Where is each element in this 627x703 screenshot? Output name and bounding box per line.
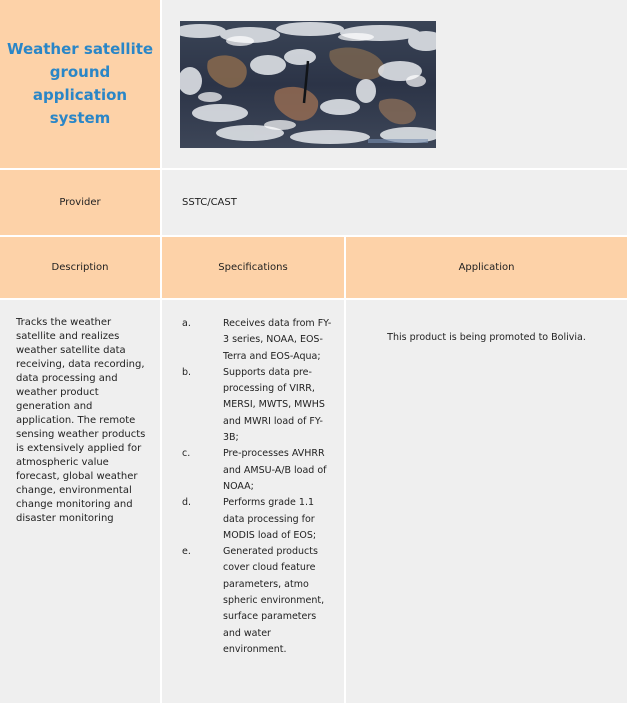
- spec-letter: e.: [182, 546, 191, 558]
- provider-label: Provider: [59, 197, 101, 208]
- provider-value-cell: [162, 170, 627, 235]
- product-title: Weather satellite ground application system: [6, 40, 154, 127]
- specifications-list: [162, 316, 344, 658]
- provider-label-cell: [0, 170, 160, 235]
- image-cell: [162, 0, 627, 168]
- spec-letter: c.: [182, 448, 191, 460]
- spec-text: Pre-processes AVHRR and AMSU-A/B load of NOAA;: [223, 448, 327, 492]
- spec-text: Receives data from FY-3 series, NOAA, EOS-Terra and EOS-Aqua;: [223, 318, 332, 362]
- spec-text: Performs grade 1.1 data processing for MODIS load of EOS;: [223, 497, 317, 541]
- spec-letter: a.: [182, 318, 191, 329]
- application-header-cell: [346, 237, 627, 298]
- description-text: Tracks the weather satellite and realizes weather satellite data receiving, data recording, data processing and weather product generation and application. The remote sensing weather products is extensively applied for atmospheric value forecast, global weather change, environmental change monitoring and disaster monitoring: [16, 317, 146, 524]
- application-cell: [346, 300, 627, 703]
- description-cell: [0, 300, 160, 703]
- description-header: Description: [51, 262, 109, 273]
- spec-item-b: [162, 365, 344, 446]
- application-header: Application: [458, 262, 515, 273]
- satellite-cloud-image: [180, 21, 436, 148]
- specifications-header-cell: [162, 237, 344, 298]
- title-cell: [0, 0, 160, 168]
- description-header-cell: [0, 237, 160, 298]
- specifications-cell: [162, 300, 344, 703]
- application-text: This product is being promoted to Bolivia.: [387, 332, 586, 343]
- spec-text: Supports data pre-processing of VIRR, MERSI, MWTS, MWHS and MWRI load of FY-3B;: [223, 366, 325, 444]
- spec-item-d: [162, 495, 344, 544]
- provider-value: SSTC/CAST: [182, 197, 237, 208]
- specifications-header: Specifications: [218, 262, 288, 273]
- spec-item-e: [162, 544, 344, 658]
- spec-item-a: [162, 316, 344, 365]
- spec-item-c: [162, 446, 344, 495]
- spec-letter: b.: [182, 366, 192, 378]
- spec-letter: d.: [182, 497, 192, 509]
- spec-text: Generated products cover cloud feature parameters, atmo spheric environment, surface parameters and water environment.: [223, 546, 325, 655]
